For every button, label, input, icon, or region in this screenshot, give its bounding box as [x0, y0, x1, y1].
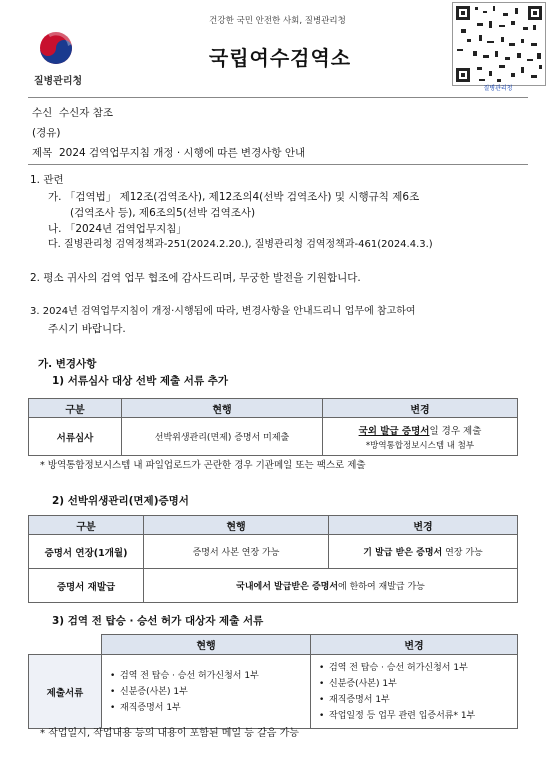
section-1-c: 다. 질병관리청 검역정책과-251(2024.2.20.), 질병관리청 검역정책과-461(2024.4.3.)	[48, 239, 433, 250]
recipient-label: 수신	[32, 107, 53, 119]
table-3-header-current: 현행	[102, 635, 311, 655]
section-1-b: 나. 「2024년 검역업무지침」	[48, 223, 187, 235]
subsection-3-title: 3) 검역 전 탑승 · 승선 허가 대상자 제출 서류	[52, 615, 264, 627]
table-2-row1-label: 증명서 연장(1개월)	[29, 535, 144, 569]
table-2-row2-merged	[144, 569, 518, 603]
qr-label: 질병관리청	[483, 85, 513, 92]
table-1	[28, 398, 518, 456]
subject-divider	[28, 164, 528, 165]
section-3-line2: 주시기 바랍니다.	[48, 323, 126, 335]
section-1: 1. 관련	[30, 174, 64, 186]
table-2-header-change: 변경	[329, 516, 518, 535]
table-1-footnote: * 방역통합정보시스템 내 파일업로드가 곤란한 경우 기관메일 또는 팩스로 제출	[40, 460, 366, 471]
table-1-change-note: *방역통합정보시스템 내 첨부	[365, 440, 475, 451]
slogan: 건강한 국민 안전한 사회, 질병관리청	[209, 16, 346, 26]
org-name: 국립여수검역소	[208, 46, 352, 70]
logo-label: 질병관리청	[33, 76, 83, 87]
table-3-current-item: • 신분증(사본) 1부	[120, 684, 306, 700]
table-2-header-current: 현행	[144, 516, 329, 535]
table-3-empty-corner	[29, 635, 102, 655]
subsection-1-title: 1) 서류심사 대상 선박 제출 서류 추가	[52, 375, 229, 387]
header-divider	[28, 97, 528, 98]
table-2-row1-change	[329, 535, 518, 569]
section-1-a-line2: (검역조사 등), 제6조의5(선박 검역조사)	[70, 207, 256, 219]
table-3-row-label: 제출서류	[29, 655, 102, 729]
table-3-footnote: * 작업일시, 작업내용 등의 내용이 포함된 메일 등 갈음 가능	[40, 728, 299, 739]
table-2-row2-label: 증명서 재발급	[29, 569, 144, 603]
table-1-header-change: 변경	[323, 399, 518, 418]
subject-line	[32, 146, 305, 160]
table-1-change-rest: 일 경우 제출	[429, 425, 482, 437]
section-2: 2. 평소 귀사의 검역 업무 협조에 감사드리며, 무궁한 발전을 기원합니다.	[30, 272, 361, 284]
section-3-line1: 3. 2024년 검역업무지침이 개정·시행됨에 따라, 변경사항을 안내드리니 업무에 참고하여	[30, 306, 416, 317]
table-3-change-item: • 재직증명서 1부	[329, 692, 513, 708]
recipient-line	[32, 106, 113, 120]
table-3	[28, 634, 518, 729]
table-2-header-category: 구분	[29, 516, 144, 535]
table-2-row1-current: 증명서 사본 연장 가능	[144, 535, 329, 569]
table-1-current: 선박위생관리(면제) 증명서 미제출	[122, 418, 323, 456]
table-3-change-item: • 검역 전 탑승 · 승선 허가신청서 1부	[329, 660, 513, 676]
changes-title: 가. 변경사항	[38, 358, 97, 370]
table-1-header-current: 현행	[122, 399, 323, 418]
table-3-current-cell	[102, 655, 311, 729]
subsection-2-title: 2) 선박위생관리(면제)증명서	[52, 495, 189, 507]
table-3-change-cell	[311, 655, 518, 729]
qr-code-icon	[452, 2, 546, 86]
table-3-change-item: • 신분증(사본) 1부	[329, 676, 513, 692]
table-3-current-item: • 재직증명서 1부	[120, 700, 306, 716]
table-2-row1-change-rest: 연장 가능	[442, 548, 483, 558]
table-2-row2-merged-rest: 에 한하여 재발급 가능	[338, 582, 425, 592]
table-1-row-label: 서류심사	[29, 418, 122, 456]
recipient-value: 수신자 참조	[58, 107, 114, 119]
table-2	[28, 515, 518, 603]
table-3-current-item: • 검역 전 탑승 · 승선 허가신청서 1부	[120, 668, 306, 684]
subject-label: 제목	[32, 147, 53, 159]
table-2-row2-merged-bold: 국내에서 발급받은 증명서	[236, 582, 339, 592]
table-1-change	[323, 418, 518, 456]
table-1-header-category: 구분	[29, 399, 122, 418]
table-3-header-change: 변경	[311, 635, 518, 655]
section-1-a-line1: 가. 「검역법」 제12조(검역조사), 제12조의4(선박 검역조사) 및 시행규칙 제6조	[48, 191, 420, 203]
subject-value: 2024 검역업무지침 개정 · 시행에 따른 변경사항 안내	[58, 147, 306, 159]
table-1-change-bold: 국외 발급 증명서	[358, 425, 430, 437]
table-2-row1-change-bold: 기 발급 받은 증명서	[363, 548, 443, 558]
via-line: (경유)	[32, 127, 61, 139]
table-3-change-item: • 작업일정 등 업무 관련 입증서류* 1부	[329, 708, 513, 724]
